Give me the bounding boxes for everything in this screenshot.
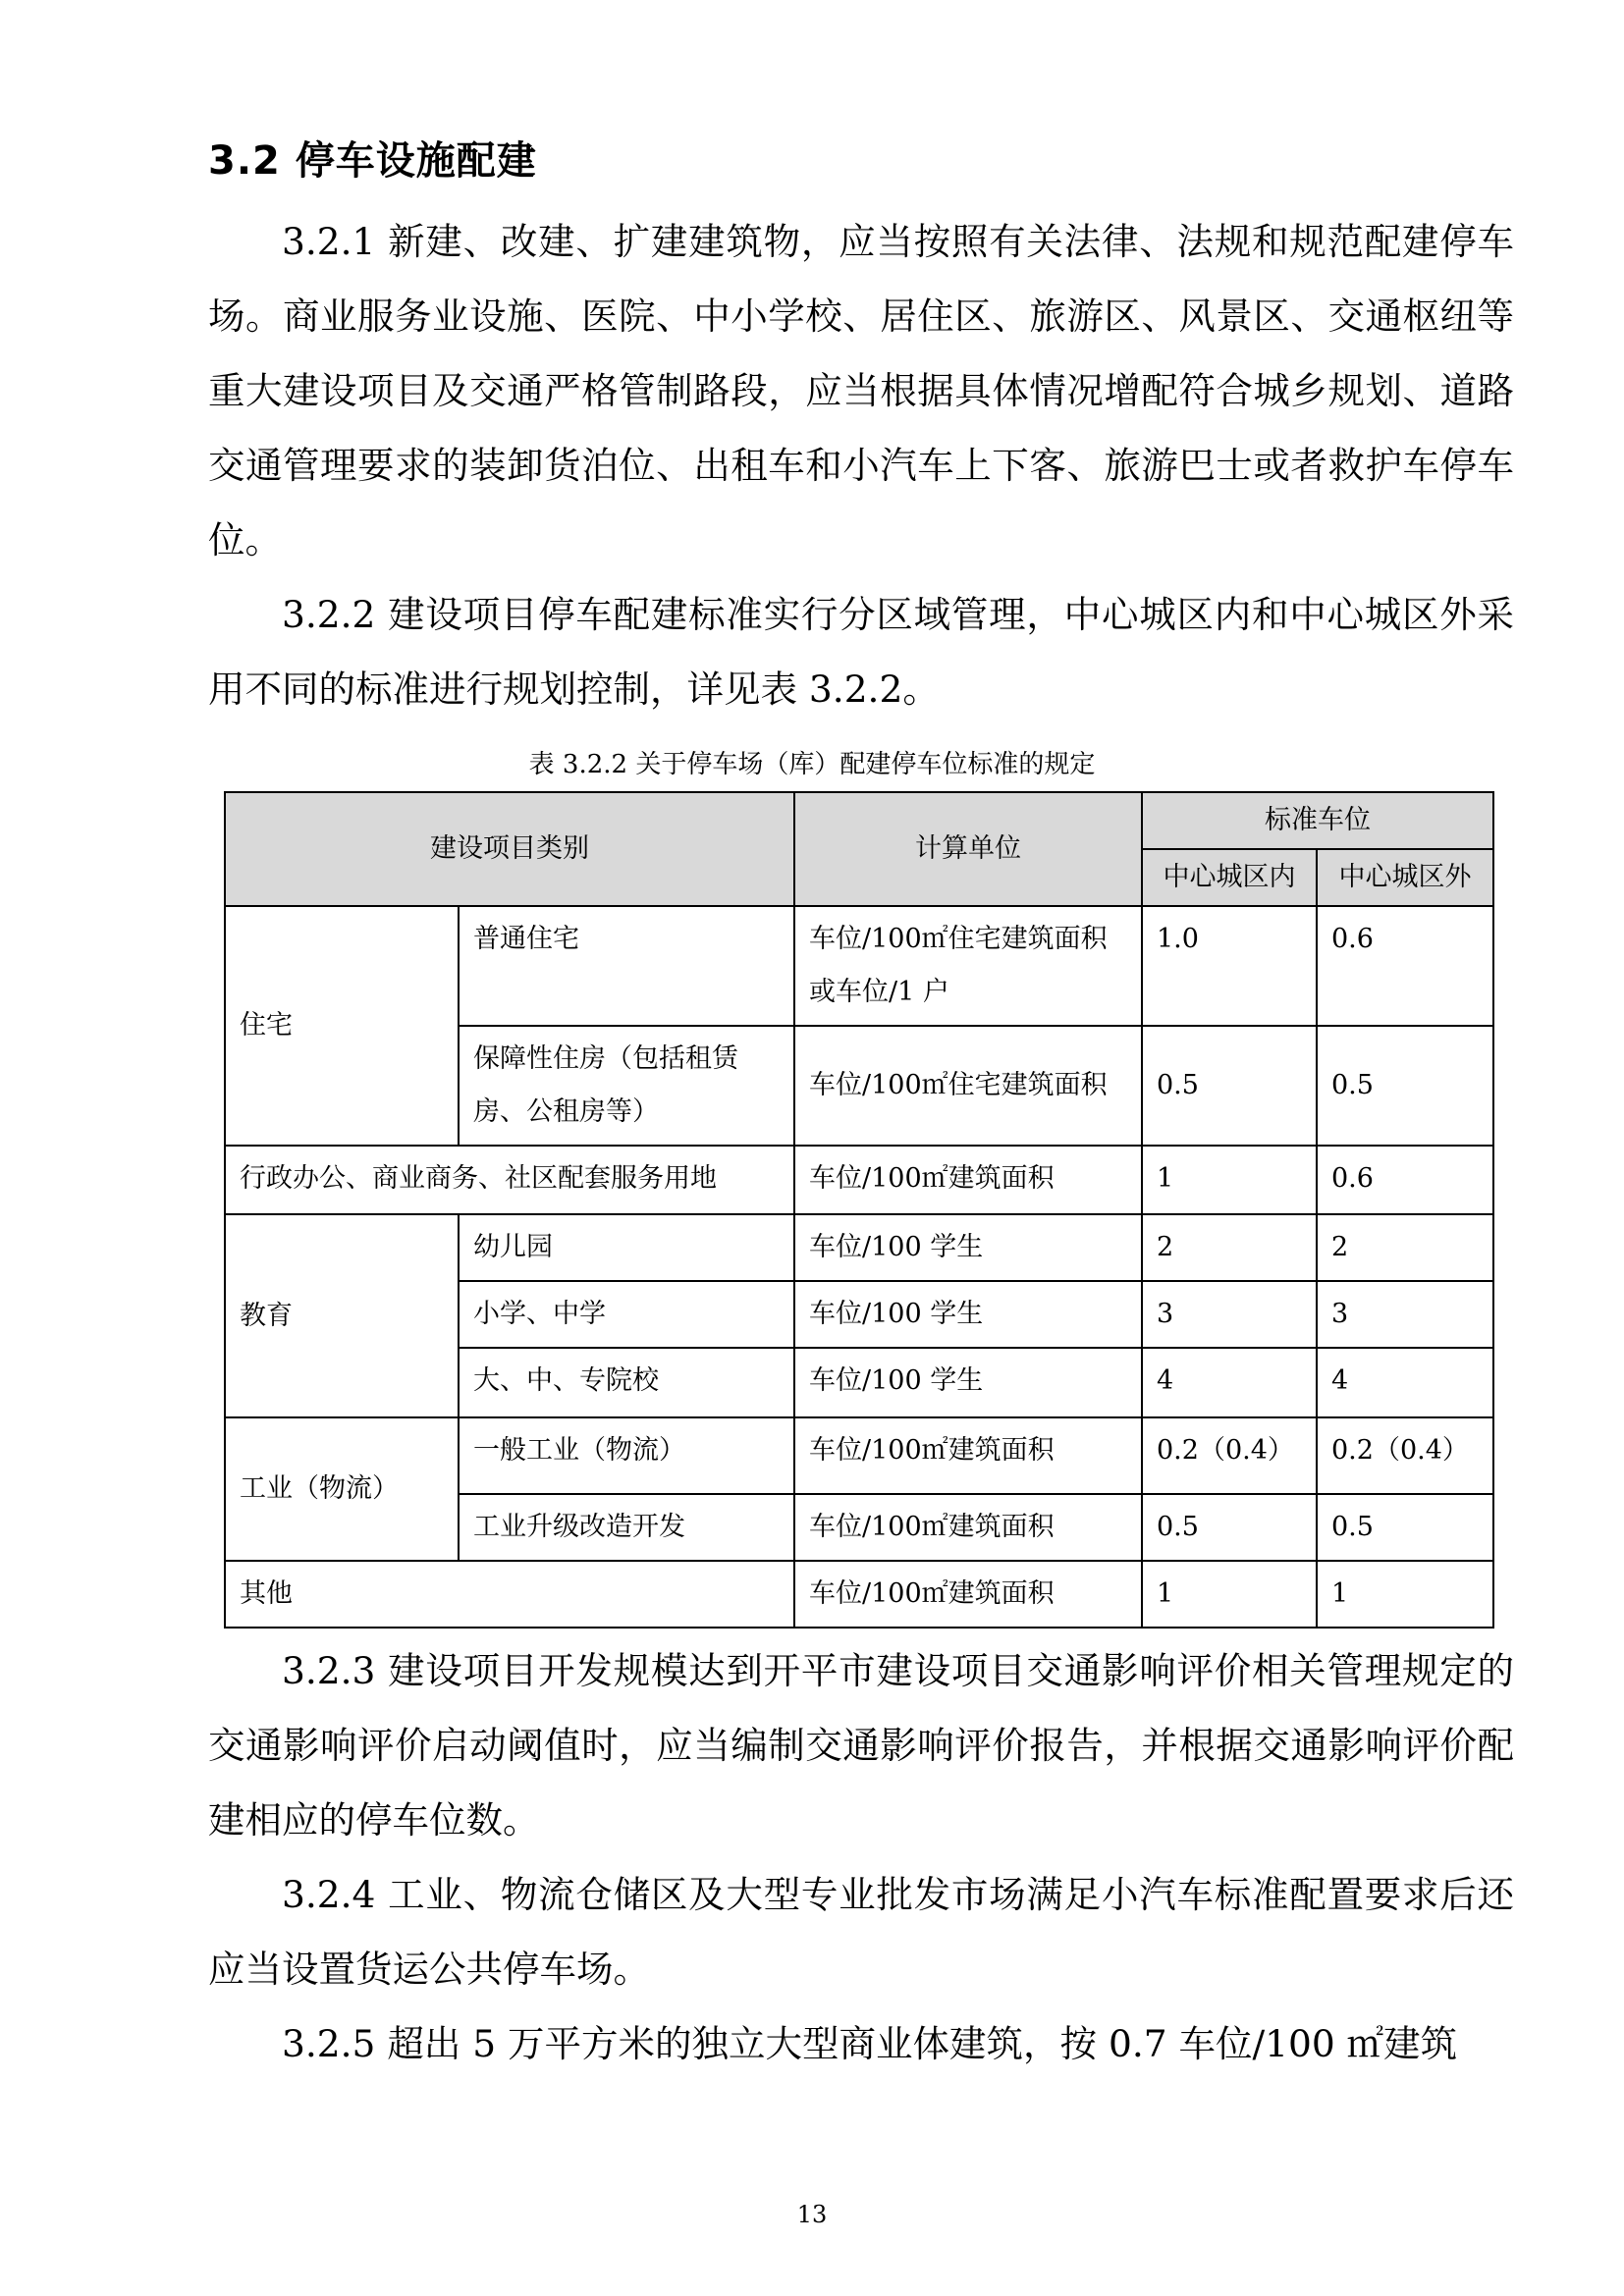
item-kindergarten: 幼儿园 (459, 1214, 794, 1281)
page-number: 13 (796, 2201, 828, 2228)
item-other: 其他 (225, 1561, 794, 1628)
value-outer: 3 (1317, 1281, 1493, 1348)
category-industry: 工业（物流） (225, 1417, 459, 1561)
unit-kindergarten: 车位/100 学生 (794, 1214, 1142, 1281)
unit-affordable: 车位/100㎡住宅建筑面积 (794, 1026, 1142, 1146)
value-outer: 0.6 (1317, 1146, 1493, 1214)
value-inner: 4 (1142, 1348, 1317, 1417)
paragraph-3-2-5: 3.2.5 超出 5 万平方米的独立大型商业体建筑，按 0.7 车位/100 ㎡建筑 (282, 2022, 1458, 2065)
value-outer: 0.6 (1317, 906, 1493, 1026)
paragraph-3-2-1: 3.2.1 新建、改建、扩建建筑物，应当按照有关法律、法规和规范配建停车场。商业服务业设施、医院、中小学校、居住区、旅游区、风景区、交通枢纽等重大建设项目及交通严格管制路段，应当根据具体情况增配符合城乡规划、道路交通管理要求的装卸货泊位、出租车和小汽车上下客、旅游巴士或者救护车停车位。 (208, 220, 1514, 561)
item-upgrade: 工业升级改造开发 (459, 1494, 794, 1561)
value-outer: 1 (1317, 1561, 1493, 1628)
value-inner: 1.0 (1142, 906, 1317, 1026)
value-outer: 0.5 (1317, 1494, 1493, 1561)
parking-standard-table (224, 791, 1494, 1629)
item-ordinary: 普通住宅 (459, 906, 794, 1026)
header-category: 建设项目类别 (225, 792, 794, 906)
unit-college: 车位/100 学生 (794, 1348, 1142, 1417)
paragraph-3-2-2: 3.2.2 建设项目停车配建标准实行分区域管理，中心城区内和中心城区外采用不同的标准进行规划控制，详见表 3.2.2。 (208, 593, 1514, 711)
unit-office: 车位/100㎡建筑面积 (794, 1146, 1142, 1214)
unit-upgrade: 车位/100㎡建筑面积 (794, 1494, 1142, 1561)
unit-general-industry: 车位/100㎡建筑面积 (794, 1417, 1142, 1494)
value-inner: 1 (1142, 1561, 1317, 1628)
value-inner: 0.5 (1142, 1494, 1317, 1561)
section-heading: 3.2 停车设施配建 (208, 138, 537, 184)
value-outer: 0.5 (1317, 1026, 1493, 1146)
category-education: 教育 (225, 1214, 459, 1417)
paragraph-3-2-3: 3.2.3 建设项目开发规模达到开平市建设项目交通影响评价相关管理规定的交通影响评价启动阈值时，应当编制交通影响评价报告，并根据交通影响评价配建相应的停车位数。 (208, 1649, 1514, 1842)
unit-other: 车位/100㎡建筑面积 (794, 1561, 1142, 1628)
value-inner: 3 (1142, 1281, 1317, 1348)
header-standard: 标准车位 (1142, 792, 1493, 849)
value-inner: 0.2（0.4） (1142, 1417, 1317, 1494)
paragraph-3-2-4: 3.2.4 工业、物流仓储区及大型专业批发市场满足小汽车标准配置要求后还应当设置货运公共停车场。 (208, 1873, 1514, 1991)
unit-school: 车位/100 学生 (794, 1281, 1142, 1348)
item-general-industry: 一般工业（物流） (459, 1417, 794, 1494)
item-school: 小学、中学 (459, 1281, 794, 1348)
value-inner: 1 (1142, 1146, 1317, 1214)
value-outer: 0.2（0.4） (1317, 1417, 1493, 1494)
item-college: 大、中、专院校 (459, 1348, 794, 1417)
table-caption: 表 3.2.2 关于停车场（库）配建停车位标准的规定 (528, 750, 1096, 779)
header-unit: 计算单位 (794, 792, 1142, 906)
header-inner: 中心城区内 (1142, 849, 1317, 906)
value-inner: 2 (1142, 1214, 1317, 1281)
category-housing: 住宅 (225, 906, 459, 1146)
header-outer: 中心城区外 (1317, 849, 1493, 906)
value-inner: 0.5 (1142, 1026, 1317, 1146)
unit-ordinary: 车位/100㎡住宅建筑面积或车位/1 户 (794, 906, 1142, 1026)
value-outer: 4 (1317, 1348, 1493, 1417)
value-outer: 2 (1317, 1214, 1493, 1281)
item-affordable: 保障性住房（包括租赁房、公租房等） (459, 1026, 794, 1146)
item-office: 行政办公、商业商务、社区配套服务用地 (225, 1146, 794, 1214)
